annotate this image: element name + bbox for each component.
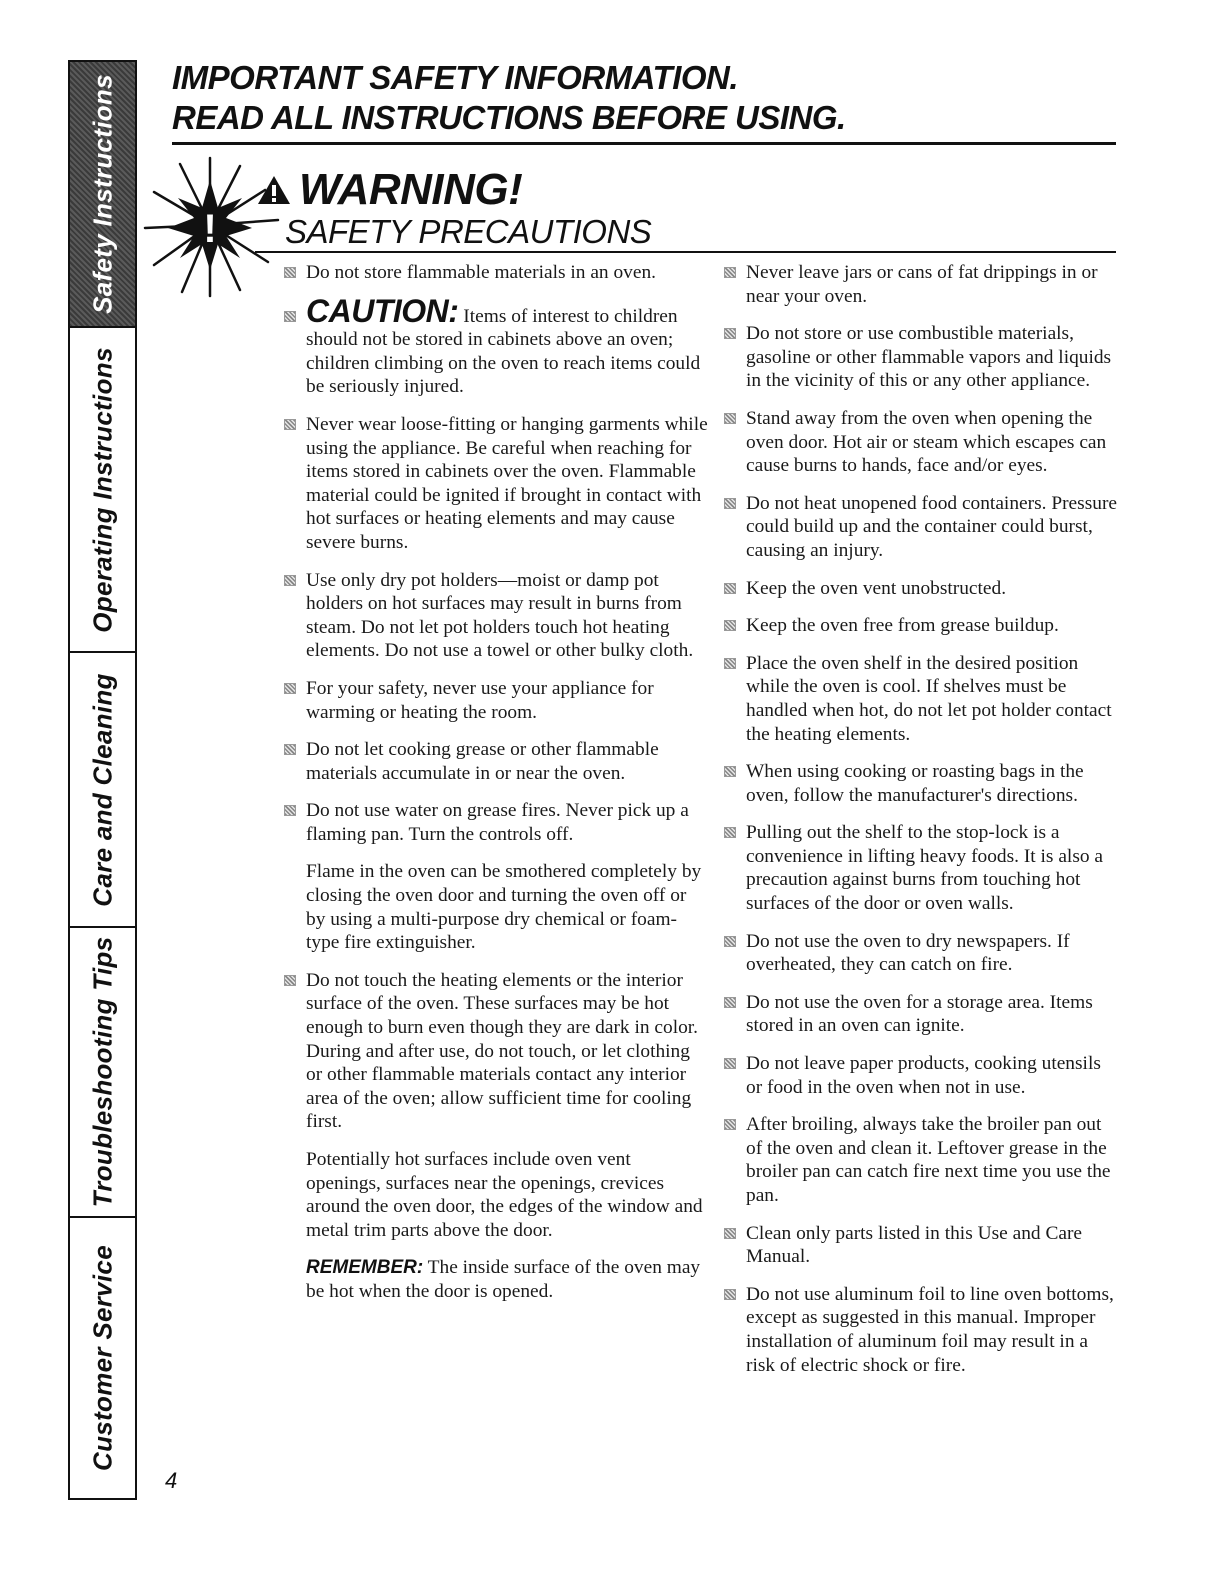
square-bullet-icon — [724, 1058, 736, 1069]
tab-troubleshooting-tips[interactable] — [70, 928, 135, 1218]
square-bullet-icon — [284, 975, 296, 986]
item-text: Do not touch the heating elements or the interior surface of the oven. These surfaces may be hot enough to burn even though they are dark in color. During and after use, do not touch, or let clothing or other flammable materials contact any interior area of the oven; allow sufficient time for cooling first. — [306, 969, 699, 1133]
square-bullet-icon — [724, 413, 736, 424]
warning-subtitle: SAFETY PRECAUTIONS — [285, 213, 652, 250]
item-text: Do not store or use combustible materials, gasoline or other flammable vapors and liquids in the vicinity of this or any other appliance. — [746, 323, 1112, 392]
list-item — [720, 991, 1120, 1038]
item-text: Keep the oven vent unobstructed. — [746, 577, 1007, 599]
square-bullet-icon — [724, 267, 736, 278]
square-bullet-icon — [724, 997, 736, 1008]
left-column — [280, 261, 710, 1318]
list-item — [720, 930, 1120, 977]
item-text: Place the oven shelf in the desired position while the oven is cool. If shelves must be handled when hot, do not let pot holder contact the heating elements. — [746, 652, 1112, 745]
warning-title: WARNING! — [299, 165, 523, 214]
item-text: When using cooking or roasting bags in the oven, follow the manufacturer's directions. — [746, 761, 1084, 806]
square-bullet-icon — [724, 1289, 736, 1300]
item-text: Clean only parts listed in this Use and Care Manual. — [746, 1222, 1083, 1268]
list-item — [280, 413, 710, 555]
square-bullet-icon — [284, 419, 296, 430]
list-item — [720, 1052, 1120, 1099]
list-item — [720, 1113, 1120, 1207]
item-text: Do not leave paper products, cooking utensils or food in the oven when not in use. — [746, 1053, 1101, 1098]
item-text: For your safety, never use your appliance for warming or heating the room. — [306, 677, 654, 723]
list-item — [720, 261, 1120, 308]
square-bullet-icon — [284, 683, 296, 694]
header-line-1: IMPORTANT SAFETY INFORMATION. — [172, 59, 739, 96]
list-item — [280, 738, 710, 785]
list-item — [720, 821, 1120, 915]
square-bullet-icon — [284, 575, 296, 586]
tab-operating-instructions[interactable] — [70, 328, 135, 653]
tab-label: Troubleshooting Tips — [87, 936, 117, 1208]
square-bullet-icon — [284, 805, 296, 816]
list-item — [280, 569, 710, 663]
caution-text: Items of interest to children should not be stored in cabinets above an oven; children climbing on the oven to reach items could be seriously injured. — [306, 305, 701, 398]
square-bullet-icon — [284, 311, 296, 322]
paragraph: Potentially hot surfaces include oven vent openings, surfaces near the openings, crevices around the oven door, the edges of the window and metal trim parts above the door. — [306, 1149, 703, 1241]
tab-label: Safety Instructions — [87, 74, 117, 314]
remember-note — [280, 1256, 710, 1303]
right-column — [720, 261, 1120, 1391]
tab-label: Operating Instructions — [87, 346, 117, 633]
item-text: Do not let cooking grease or other flammable materials accumulate in or near the oven. — [306, 739, 659, 784]
item-text: Do not use the oven to dry newspapers. If overheated, they can catch on fire. — [746, 930, 1070, 976]
list-item — [280, 799, 710, 846]
list-item — [720, 492, 1120, 563]
tab-care-and-cleaning[interactable] — [70, 653, 135, 928]
header-rule — [172, 142, 1116, 145]
list-item — [720, 322, 1120, 393]
svg-text:!: ! — [203, 207, 217, 251]
square-bullet-icon — [724, 936, 736, 947]
item-text: Do not use the oven for a storage area. Items stored in an oven can ignite. — [746, 991, 1093, 1037]
subtitle-rule — [255, 251, 1116, 253]
list-item — [280, 677, 710, 724]
square-bullet-icon — [724, 620, 736, 631]
item-text: Do not use water on grease fires. Never pick up a flaming pan. Turn the controls off. — [306, 800, 689, 845]
square-bullet-icon — [724, 328, 736, 339]
list-item — [720, 1222, 1120, 1269]
tab-customer-service[interactable] — [70, 1218, 135, 1498]
square-bullet-icon — [724, 1119, 736, 1130]
item-text: Pulling out the shelf to the stop-lock is a convenience in lifting heavy foods. It is also a precaution against burns from touching hot surfaces of the door or oven walls. — [746, 822, 1104, 915]
tab-label: Care and Cleaning — [87, 672, 117, 907]
paragraph: Flame in the oven can be smothered completely by closing the oven door and turning the oven off or by using a multi-purpose dry chemical or foam-type fire extinguisher. — [306, 861, 702, 954]
page-header — [172, 58, 1112, 138]
item-text: Keep the oven free from grease buildup. — [746, 615, 1059, 637]
square-bullet-icon — [284, 267, 296, 278]
square-bullet-icon — [724, 658, 736, 669]
warning-heading — [257, 166, 522, 214]
square-bullet-icon — [724, 1228, 736, 1239]
list-item — [720, 577, 1120, 601]
tab-safety-instructions[interactable] — [70, 62, 135, 328]
list-item — [720, 614, 1120, 638]
item-text: Stand away from the oven when opening the oven door. Hot air or steam which escapes can cause burns to hands, face and/or eyes. — [746, 407, 1107, 477]
list-item — [280, 261, 710, 285]
side-tab-strip — [68, 60, 137, 1500]
square-bullet-icon — [724, 583, 736, 594]
item-text: Never leave jars or cans of fat drippings in or near your oven. — [746, 262, 1098, 307]
item-text: Do not use aluminum foil to line oven bottoms, except as suggested in this manual. Improper installation of aluminum foil may result in a risk of electric shock or fire. — [746, 1283, 1114, 1376]
item-text: Do not heat unopened food containers. Pressure could build up and the container could burst, causing an injury. — [746, 492, 1118, 561]
square-bullet-icon — [284, 744, 296, 755]
square-bullet-icon — [724, 498, 736, 509]
list-item — [720, 1283, 1120, 1377]
remember-text: The inside surface of the oven may be hot when the door is opened. — [306, 1257, 701, 1302]
item-text: After broiling, always take the broiler pan out of the oven and clean it. Leftover grease in the broiler pan can catch fire next time you use the pan. — [746, 1114, 1111, 1206]
list-item — [720, 407, 1120, 478]
item-text: Never wear loose-fitting or hanging garments while using the appliance. Be careful when reaching for items stored in cabinets over the oven. Flammable material could be ignited if brought in contact with hot surfaces or heating elements and may cause severe burns. — [306, 413, 708, 553]
list-item — [280, 969, 710, 1134]
square-bullet-icon — [724, 827, 736, 838]
item-text: Do not store flammable materials in an oven. — [306, 262, 657, 283]
header-line-2: READ ALL INSTRUCTIONS BEFORE USING. — [172, 99, 846, 136]
warning-triangle-icon — [257, 174, 291, 206]
tab-label: Customer Service — [87, 1245, 117, 1471]
item-text: Use only dry pot holders—moist or damp pot holders on hot surfaces may result in burns from steam. Do not let pot holders touch hot heating elements. Do not use a towel or other bulky cloth. — [306, 569, 694, 662]
caution-item — [280, 292, 710, 399]
remember-label: REMEMBER: — [306, 1257, 424, 1279]
square-bullet-icon — [724, 766, 736, 777]
page-number: 4 — [165, 1468, 178, 1493]
list-item — [720, 652, 1120, 746]
caution-label: CAUTION: — [306, 292, 459, 329]
list-item — [720, 760, 1120, 807]
